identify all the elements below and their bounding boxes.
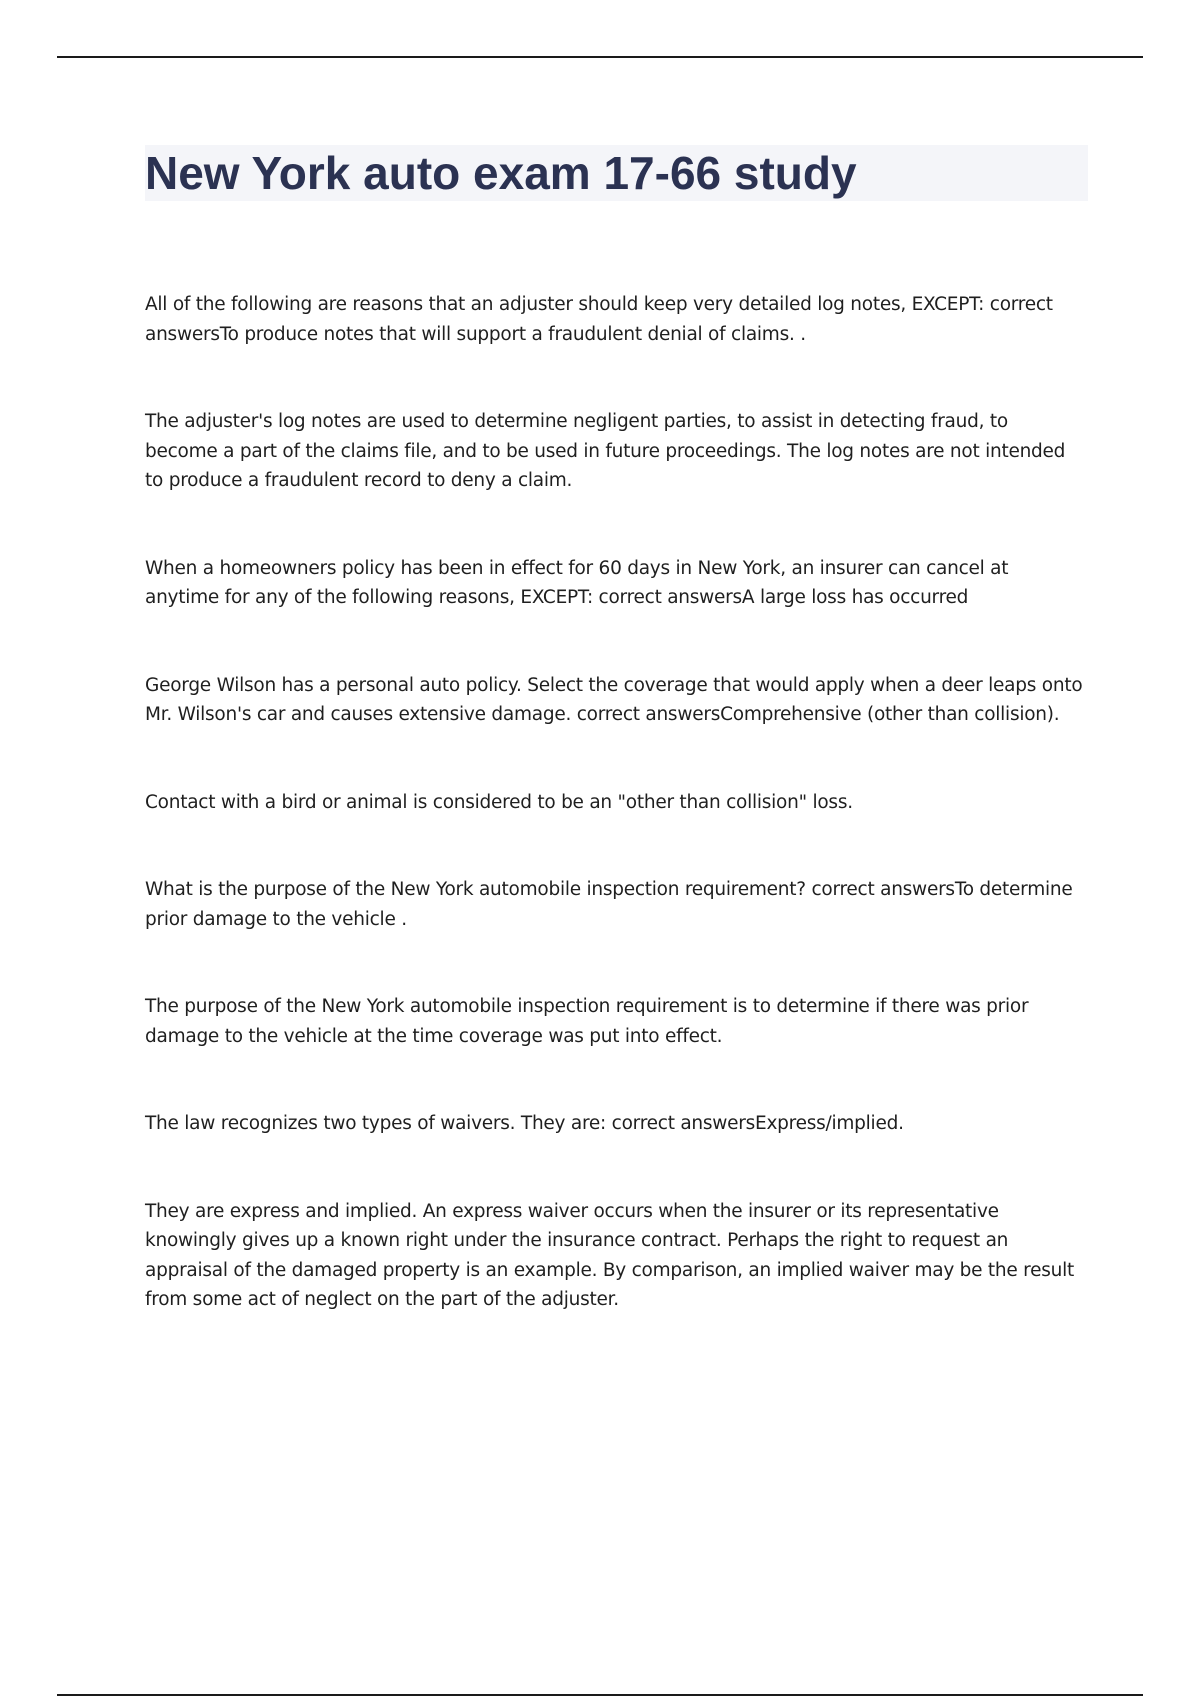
explanation-paragraph: They are express and implied. An express waiver occurs when the insurer or its representative knowingly gives up a known right under the insurance contract. Perhaps the right to request an appraisal of the damaged property is an example. By comparison, an implied waiver may be the result from some act of neglect on the part of the adjuster.: [145, 1200, 1074, 1310]
question-paragraph: What is the purpose of the New York automobile inspection requirement? correct answersTo determine prior damage to the vehicle .: [145, 879, 1073, 930]
question-paragraph: George Wilson has a personal auto policy. Select the coverage that would apply when a deer leaps onto Mr. Wilson's car and causes extensive damage. correct answersComprehensive (other than collision).: [145, 674, 1083, 725]
bottom-rule: [57, 1694, 1143, 1696]
explanation-paragraph: The purpose of the New York automobile inspection requirement is to determine if there was prior damage to the vehicle at the time coverage was put into effect.: [145, 996, 1029, 1047]
question-list: [145, 290, 1085, 1373]
question-paragraph: The law recognizes two types of waivers. They are: correct answersExpress/implied.: [145, 1113, 904, 1134]
page-title: New York auto exam 17-66 study: [145, 147, 857, 199]
explanation-paragraph: The adjuster's log notes are used to determine negligent parties, to assist in detecting fraud, to become a part of the claims file, and to be used in future proceedings. The log notes are not intended to produce a fraudulent record to deny a claim.: [145, 411, 1066, 491]
question-paragraph: All of the following are reasons that an adjuster should keep very detailed log notes, EXCEPT: correct answersTo produce notes that will support a fraudulent denial of claims. .: [145, 294, 1053, 345]
top-rule: [57, 56, 1143, 58]
explanation-paragraph: Contact with a bird or animal is considered to be an "other than collision" loss.: [145, 791, 853, 813]
question-paragraph: When a homeowners policy has been in effect for 60 days in New York, an insurer can cancel at anytime for any of the following reasons, EXCEPT: correct answersA large loss has occurred: [145, 557, 1009, 608]
